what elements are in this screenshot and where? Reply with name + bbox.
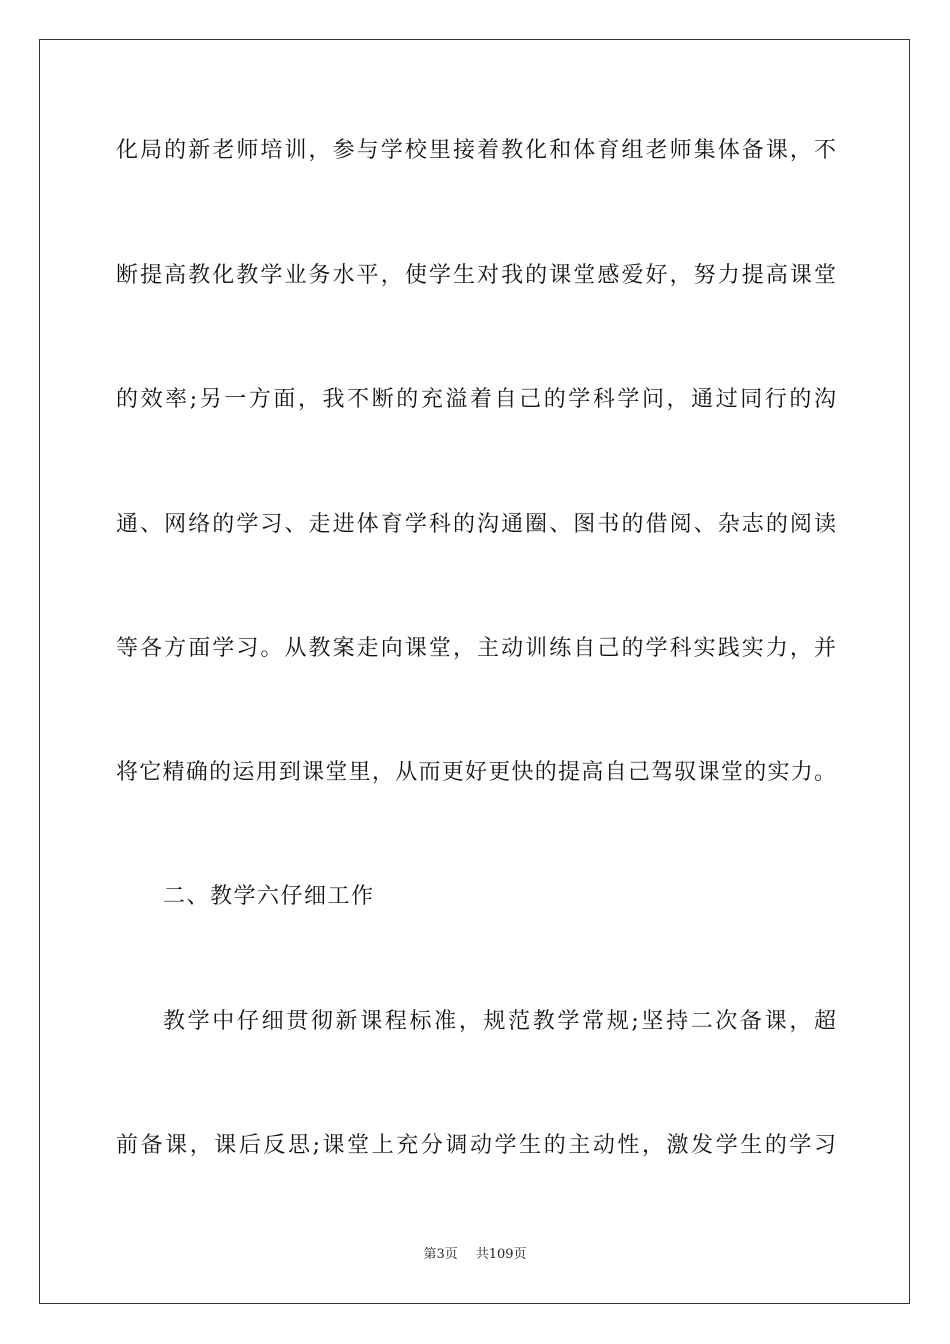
body-line-2: 断提高教化教学业务水平，使学生对我的课堂感爱好，努力提高课堂	[116, 263, 836, 288]
body-line-5: 等各方面学习。从教案走向课堂，主动训练自己的学科实践实力，并	[116, 636, 836, 661]
para2-line-2: 前备课，课后反思;课堂上充分调动学生的主动性，激发学生的学习	[116, 1133, 836, 1158]
body-line-4: 通、网络的学习、走进体育学科的沟通圈、图书的借阅、杂志的阅读	[116, 512, 836, 537]
total-pages: 共109页	[475, 1247, 527, 1262]
page-number: 第3页	[423, 1247, 458, 1262]
body-line-1: 化局的新老师培训，参与学校里接着教化和体育组老师集体备课，不	[116, 138, 836, 163]
page-footer	[0, 1246, 950, 1264]
body-line-3: 的效率;另一方面，我不断的充溢着自己的学科学问，通过同行的沟	[116, 387, 836, 412]
para2-line-1: 教学中仔细贯彻新课程标准，规范教学常规;坚持二次备课，超	[163, 1009, 836, 1034]
body-line-6: 将它精确的运用到课堂里，从而更好更快的提高自己驾驭课堂的实力。	[116, 760, 836, 785]
section-heading: 二、教学六仔细工作	[163, 884, 375, 909]
page-frame	[39, 39, 910, 1304]
